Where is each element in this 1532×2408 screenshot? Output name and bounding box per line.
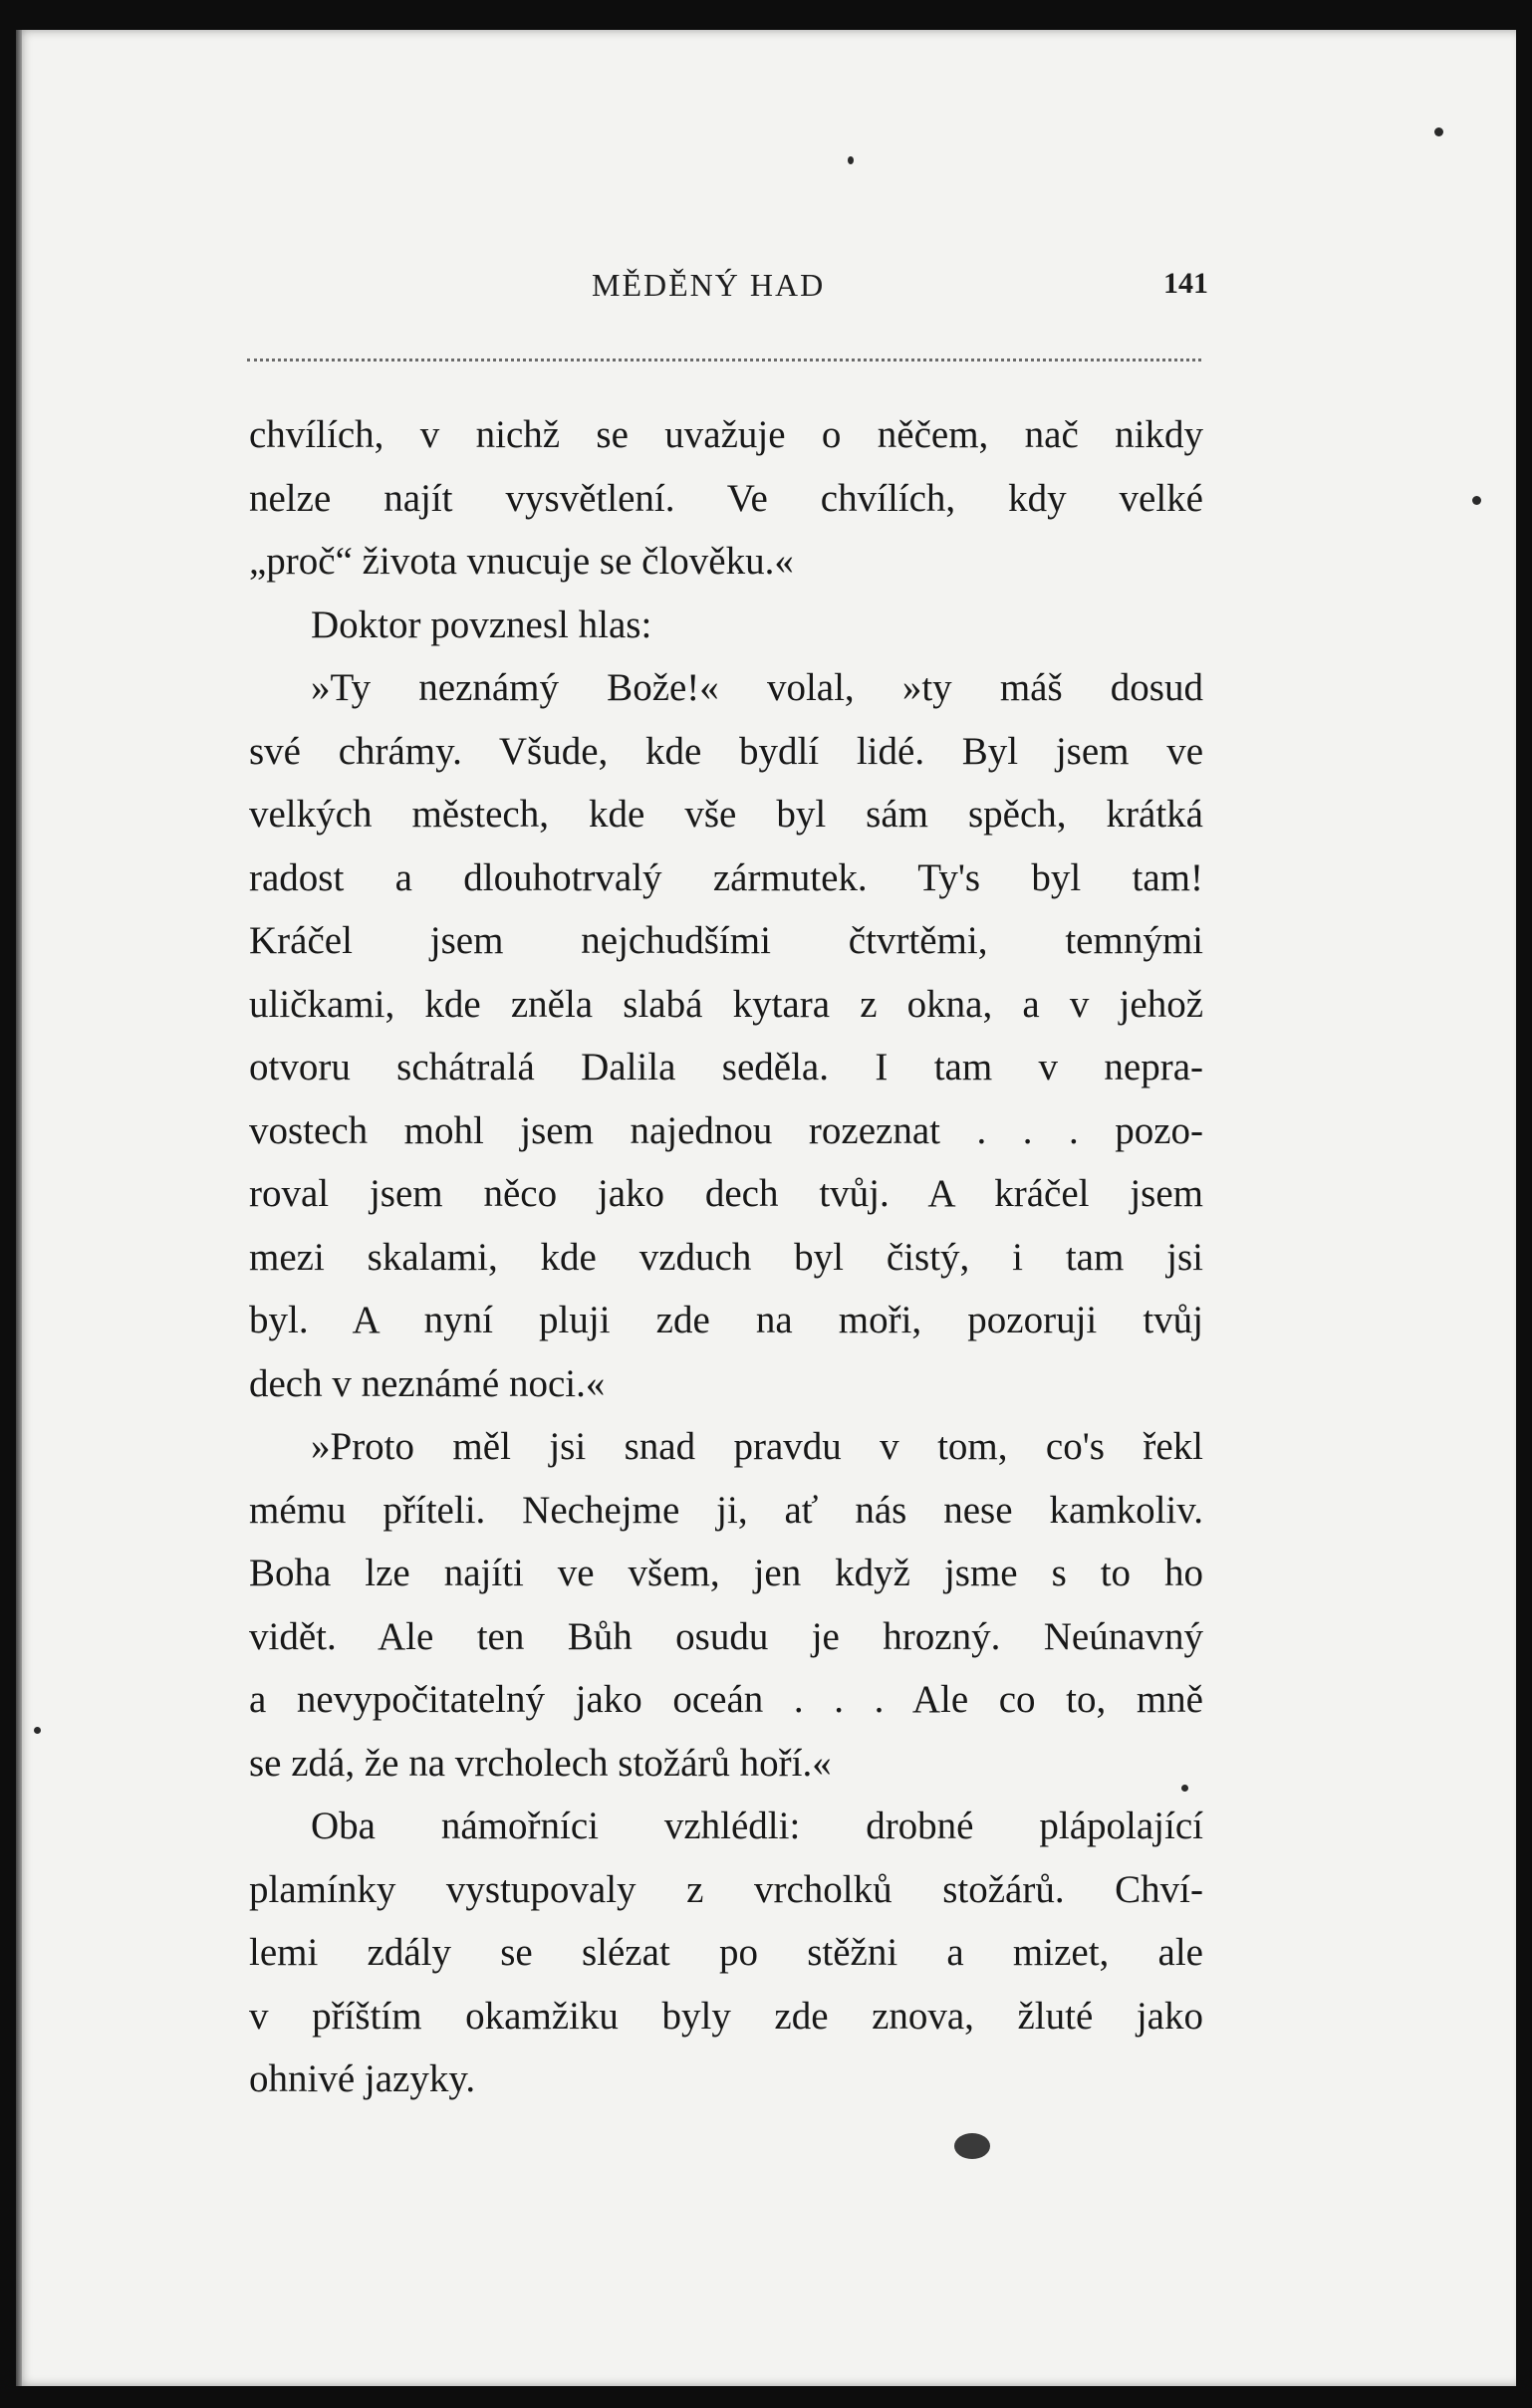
text-line: Doktor povznesl hlas: (311, 602, 652, 646)
text-line: „proč“ života vnucuje se člověku.« (249, 540, 794, 583)
text-line: chvílích, v nichž se uvažuje o něčem, nač nikdy (249, 413, 1203, 456)
text-line: byl. A nyní pluji zde na moři, pozoruji tvůj (249, 1299, 1203, 1341)
text-line: a nevypočitatelný jako oceán . . . Ale co to, mně (249, 1678, 1203, 1721)
page-spine-shadow (16, 30, 22, 2386)
scan-speck (34, 1727, 41, 1734)
text-line: mezi skalami, kde vzduch byl čistý, i tam jsi (249, 1235, 1203, 1279)
text-line: »Ty neznámý Bože!« volal, »ty máš dosud (311, 666, 1203, 709)
running-title: MĚDĚNÝ HAD (592, 267, 826, 303)
text-line: ohnivé jazyky. (249, 2057, 476, 2100)
running-header (0, 267, 1532, 307)
text-line: otvoru schátralá Dalila seděla. I tam v nepra- (249, 1046, 1203, 1088)
text-line: radost a dlouhotrvalý zármutek. Ty's byl tam! (249, 855, 1203, 899)
header-dotted-rule (247, 359, 1201, 361)
text-line: v příštím okamžiku byly zde znova, žluté jako (249, 1994, 1203, 2038)
text-line: nelze najít vysvětlení. Ve chvílích, kdy velké (249, 476, 1203, 520)
text-line: Oba námořníci vzhlédli: drobné plápolající (311, 1805, 1203, 1847)
scan-speck (1434, 127, 1443, 136)
text-line: mému příteli. Nechejme ji, ať nás nese kamkoliv. (249, 1488, 1203, 1532)
scan-speck (1472, 496, 1481, 505)
text-line: velkých městech, kde vše byl sám spěch, krátká (249, 793, 1203, 836)
text-line: plamínky vystupovaly z vrcholků stožárů. Chví- (249, 1867, 1203, 1911)
body-text (249, 403, 1203, 2111)
page-number: 141 (1163, 267, 1208, 300)
text-line: lemi zdály se slézat po stěžni a mizet, ale (249, 1931, 1203, 1974)
text-line: vostech mohl jsem najednou rozeznat . . . pozo- (249, 1108, 1203, 1152)
text-line: své chrámy. Všude, kde bydlí lidé. Byl jsem ve (249, 729, 1203, 773)
text-line: se zdá, že na vrcholech stožárů hoří.« (249, 1741, 832, 1785)
text-line: vidět. Ale ten Bůh osudu je hrozný. Neúnavný (249, 1614, 1203, 1658)
text-line: Boha lze najíti ve všem, jen když jsme s to ho (249, 1552, 1203, 1594)
scan-speck (848, 156, 854, 164)
text-line: »Proto měl jsi snad pravdu v tom, co's řekl (311, 1425, 1203, 1468)
scan-speck (954, 2133, 990, 2159)
text-line: dech v neznámé noci.« (249, 1361, 606, 1405)
text-line: roval jsem něco jako dech tvůj. A kráčel jsem (249, 1172, 1203, 1215)
text-line: Kráčel jsem nejchudšími čtvrtěmi, temnými (249, 919, 1203, 962)
text-line: uličkami, kde zněla slabá kytara z okna, a v jehož (249, 982, 1203, 1026)
scan-speck (1181, 1785, 1188, 1792)
